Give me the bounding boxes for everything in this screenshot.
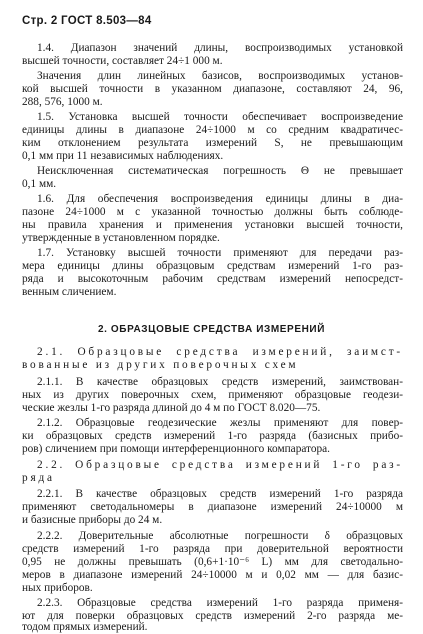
text-line: ряда и высокоточным рабочим средствам измерений непосредст- xyxy=(22,273,403,285)
text-line: меров в диапазоне измерений 24÷10000 м и 0,02 мм — для базис- xyxy=(22,569,403,581)
text-line: Неисключенная систематическая погрешность Θ не превышает xyxy=(37,165,403,177)
text-line: 2.2.3. Образцовые средства измерений 1-го разряда применя- xyxy=(37,597,403,609)
subsection-title: вованные из других поверочных схем xyxy=(22,359,299,371)
text-line: ны правила хранения и применения установки высшей точности, xyxy=(22,219,403,231)
text-line: ческие жезлы 1-го разряда длиной до 4 м по ГОСТ 8.020—75. xyxy=(22,402,321,414)
text-line: 1.6. Для обеспечения воспроизведения единицы длины в диа- xyxy=(37,193,403,205)
text-line: средств измерений 1-го разряда при доверительной вероятности xyxy=(22,543,403,555)
text-line: Значения длин линейных базисов, воспроизводимых установ- xyxy=(37,70,403,82)
text-line: высшей точности, составляет 24÷1 000 м. xyxy=(22,55,223,67)
text-line: 1.4. Диапазон значений длины, воспроизводимых установкой xyxy=(37,42,403,54)
text-line: 0,1 мм при 11 независимых наблюдениях. xyxy=(22,150,224,162)
text-line: ки образцовых средств измерений 1-го разряда (базисных прибо- xyxy=(22,430,403,442)
text-line: ют для поверки образцовых средств измерений 2-го разряда ме- xyxy=(22,610,403,622)
section-heading: 2. ОБРАЗЦОВЫЕ СРЕДСТВА ИЗМЕРЕНИЙ xyxy=(98,324,325,335)
subsection-title: ряда xyxy=(22,472,55,484)
text-line: 288, 576, 1000 м. xyxy=(22,96,103,108)
text-line: ким отклонением результата измерений S, не превышающим xyxy=(22,137,403,149)
text-line: тодом прямых измерений. xyxy=(22,621,148,633)
text-line: 0,1 мм. xyxy=(22,178,57,190)
text-line: венным сличением. xyxy=(22,286,117,298)
subsection-title: 2.2. Образцовые средства измерений 1-го раз- xyxy=(37,459,403,471)
text-line: утвержденные в установленном порядке. xyxy=(22,232,220,244)
text-line: ров) сличением при помощи интерференционного компаратора. xyxy=(22,443,330,455)
text-line: единицы длины в диапазоне 24÷1000 м со средним квадратичес- xyxy=(22,124,403,136)
text-line: 2.2.2. Доверительные абсолютные погрешности δ образцовых xyxy=(37,530,403,542)
text-line: ных приборов. xyxy=(22,582,93,594)
page-header: Стр. 2 ГОСТ 8.503—84 xyxy=(22,15,152,27)
text-line: применяют светодальномеры в диапазоне измерений 24÷10000 м xyxy=(22,501,403,513)
text-line: 2.2.1. В качестве образцовых средств измерений 1-го разряда xyxy=(37,488,403,500)
text-line: 2.1.1. В качестве образцовых средств измерений, заимствован- xyxy=(37,376,403,388)
text-line: и базисные приборы до 24 м. xyxy=(22,514,163,526)
text-line: мера единицы длины образцовым средствам измерений 1-го раз- xyxy=(22,260,403,272)
text-line: 1.7. Установку высшей точности применяют для передачи раз- xyxy=(37,247,403,259)
subsection-title: 2.1. Образцовые средства измерений, заимст- xyxy=(37,346,403,358)
text-line: 0,95 не должны превышать (0,6+1·10⁻⁶ L) мм для светодально- xyxy=(22,556,403,568)
text-line: кой высшей точности в указанном диапазоне, составляют 24, 96, xyxy=(22,83,403,95)
text-line: ных из других поверочных схем, применяют образцовые геодези- xyxy=(22,389,403,401)
text-line: 2.1.2. Образцовые геодезические жезлы применяют для повер- xyxy=(37,417,403,429)
text-line: пазоне 24÷1000 м с указанной точностью должны быть соблюде- xyxy=(22,206,403,218)
text-line: 1.5. Установка высшей точности обеспечивает воспроизведение xyxy=(37,111,403,123)
